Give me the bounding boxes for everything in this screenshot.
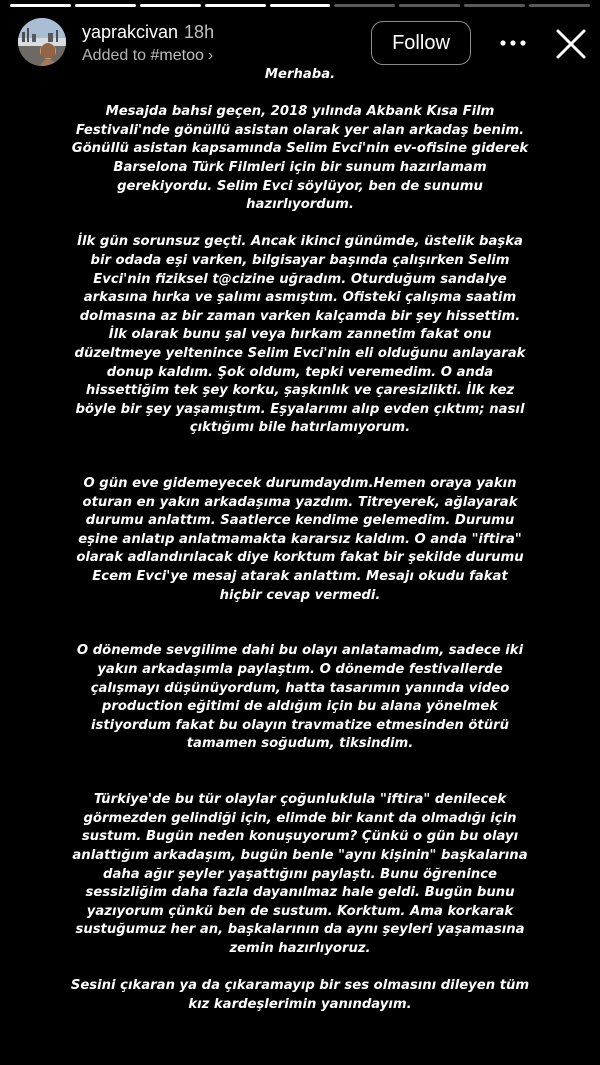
paragraph-6: Sesini çıkaran ya da çıkaramayıp bir ses olmasını dileyen tüm kız kardeşlerimin yanındayım. [70, 978, 530, 1012]
story-progress-bar [10, 4, 590, 7]
paragraph-3: O gün eve gidemeyecek durumdaydım.Hemen oraya yakın oturan en yakın arkadaşıma yazdım. Titreyerek, ağlayarak durumu anlattım. Saatlerce kendime gelemedim. Durumu eşine anlatıp anlatmamakta kararsız kaldım. O anda "iftira" olarak adlandırılacak diye korktum fakat bir şekilde durumu Ecem Evci'ye mesaj atarak anlattım. Mesajı okudu fakat hiçbir cevap vermedi. [76, 476, 524, 603]
progress-segment [464, 4, 525, 7]
paragraph-4: O dönemde sevgilime dahi bu olayı anlatamadım, sadece iki yakın arkadaşımla paylaştım. O dönemde festivallerde çalışmayı düşünüyordum, hatta tasarımın yanında video production eğitimi de aldığım için bu alana yönelmek istiyordum fakat bu olayın travmatize etmesinden ötürü tamamen soğudum, tiksindim. [76, 643, 524, 752]
progress-segment [270, 4, 331, 7]
greeting-text: Merhaba. [264, 67, 336, 82]
progress-segment [334, 4, 395, 7]
progress-segment [75, 4, 136, 7]
username[interactable]: yaprakcivan [82, 22, 179, 42]
user-line [82, 22, 214, 43]
paragraph-2: İlk gün sorunsuz geçti. Ancak ikinci günümde, üstelik başka bir odada eşi varken, bilgisayar başında çalışırken Selim Evci'nin fiziksel t@cizine uğradım. Oturduğum sandalye arkasına hırka ve şalımı asmıştım. Ofisteki çalışma saatim dolmasına az bir zaman varken kalçamda bir şey hissettim. İlk olarak bunu şal veya hırkam zannetim fakat onu düzeltmeye yeltenince Selim Evci'nin eli olduğunu anlayarak donup kaldım. Şok oldum, tepki veremedim. O anda hissettiğim tek şey korku, şaşkınlık ve çaresizlikti. İlk kez böyle bir şey yaşamıştım. Eşyalarımı alıp evden çıktım; nasıl çıktığımı bile hatırlamıyorum. [74, 234, 526, 436]
progress-segment [140, 4, 201, 7]
progress-segment [10, 4, 71, 7]
close-button[interactable] [553, 26, 589, 62]
hashtag-label: #metoo [150, 47, 204, 64]
progress-segment [529, 4, 590, 7]
post-time: 18h [184, 22, 215, 42]
progress-segment [205, 4, 266, 7]
close-icon [555, 28, 587, 60]
highlight-link[interactable] [82, 47, 213, 65]
paragraph-5: Türkiye'de bu tür olaylar çoğunluklula "iftira" denilecek görmezden gelindiği için, elimde bir kanıt da olmadığı için sustum. Bugün neden konuşuyorum? Çünkü o gün bu olayı anlattığım arkadaşım, bugün benle "aynı kişinin" başkalarına daha ağır şeyler yaşattığını paylaştı. Bunu öğrenince sessizliğim daha fazla dayanılmaz hale geldi. Bugün bunu yazıyorum çünkü ben de sustum. Korktum. Ama korkarak sustuğumuz her an, başkalarının da aynı şeyleri yaşamasına zemin hazırlıyoruz. [72, 792, 528, 956]
avatar-image-icon [18, 18, 66, 66]
follow-button[interactable]: Follow [371, 21, 471, 65]
story-text [70, 66, 530, 1014]
added-to-label: Added to [82, 47, 147, 64]
paragraph-1: Mesajda bahsi geçen, 2018 yılında Akbank Kısa Film Festivali'nde gönüllü asistan olarak yer alan arkadaş benim. Gönüllü asistan kapsamında Selim Evci'nin ev-ofisine giderek Barselona Türk Filmleri için bir sunum hazırlamam gerekiyordu. Selim Evci söylüyor, ben de sunumu hazırlıyordum. [71, 104, 529, 213]
chevron-right-icon: › [207, 47, 214, 64]
story-header [0, 14, 600, 74]
more-options-button[interactable] [497, 28, 529, 58]
avatar[interactable] [18, 18, 66, 66]
more-horizontal-icon [500, 40, 526, 46]
progress-segment [399, 4, 460, 7]
